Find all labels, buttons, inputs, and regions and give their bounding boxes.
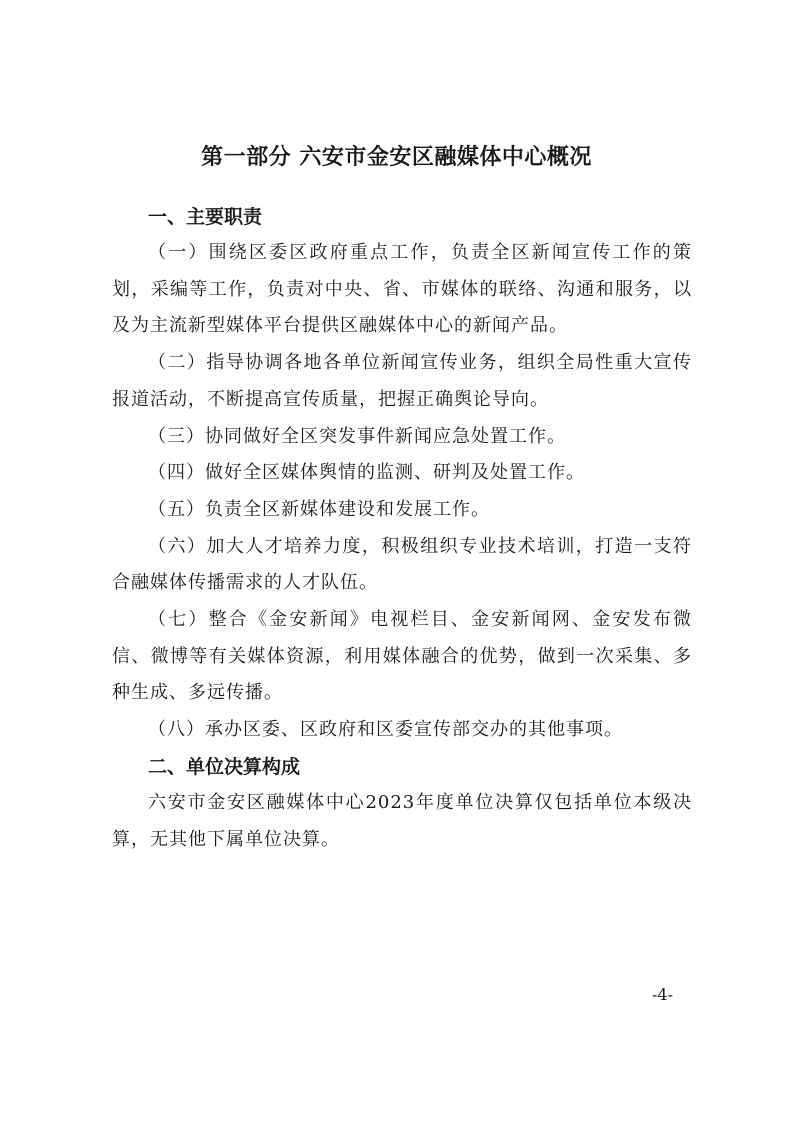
duty-item-8: （八）承办区委、区政府和区委宣传部交办的其他事项。 — [148, 719, 623, 741]
page-title: 第一部分 六安市金安区融媒体中心概况 — [201, 145, 592, 170]
duty-item-3: （三）协同做好全区突发事件新闻应急处置工作。 — [148, 425, 566, 447]
duty-item-4: （四）做好全区媒体舆情的监测、研判及处置工作。 — [148, 462, 585, 484]
duty-item-6: （六）加大人才培养力度，积极组织专业技术培训，打造一支符合融媒体传播需求的人才队伍。 — [112, 535, 692, 594]
duty-item-1: （一）围绕区委区政府重点工作，负责全区新闻宣传工作的策划，采编等工作，负责对中央、省、市媒体的联络、沟通和服务，以及为主流新型媒体平台提供区融媒体中心的新闻产品。 — [112, 242, 692, 337]
page-number: -4- — [652, 985, 673, 1004]
duty-item-5: （五）负责全区新媒体建设和发展工作。 — [148, 498, 490, 520]
duty-item-7: （七）整合《金安新闻》电视栏目、金安新闻网、金安发布微信、微博等有关媒体资源，利用媒体融合的优势，做到一次采集、多种生成、多远传播。 — [112, 609, 692, 704]
section-heading-budget-composition: 二、单位决算构成 — [148, 755, 301, 778]
section-heading-main-duties: 一、主要职责 — [148, 206, 263, 228]
budget-composition-text: 六安市金安区融媒体中心2023年度单位决算仅包括单位本级决算，无其他下属单位决算。 — [112, 791, 692, 850]
duty-item-2: （二）指导协调各地各单位新闻宣传业务，组织全局性重大宣传报道活动，不断提高宣传质量，把握正确舆论导向。 — [112, 352, 692, 410]
document-body — [112, 199, 692, 858]
